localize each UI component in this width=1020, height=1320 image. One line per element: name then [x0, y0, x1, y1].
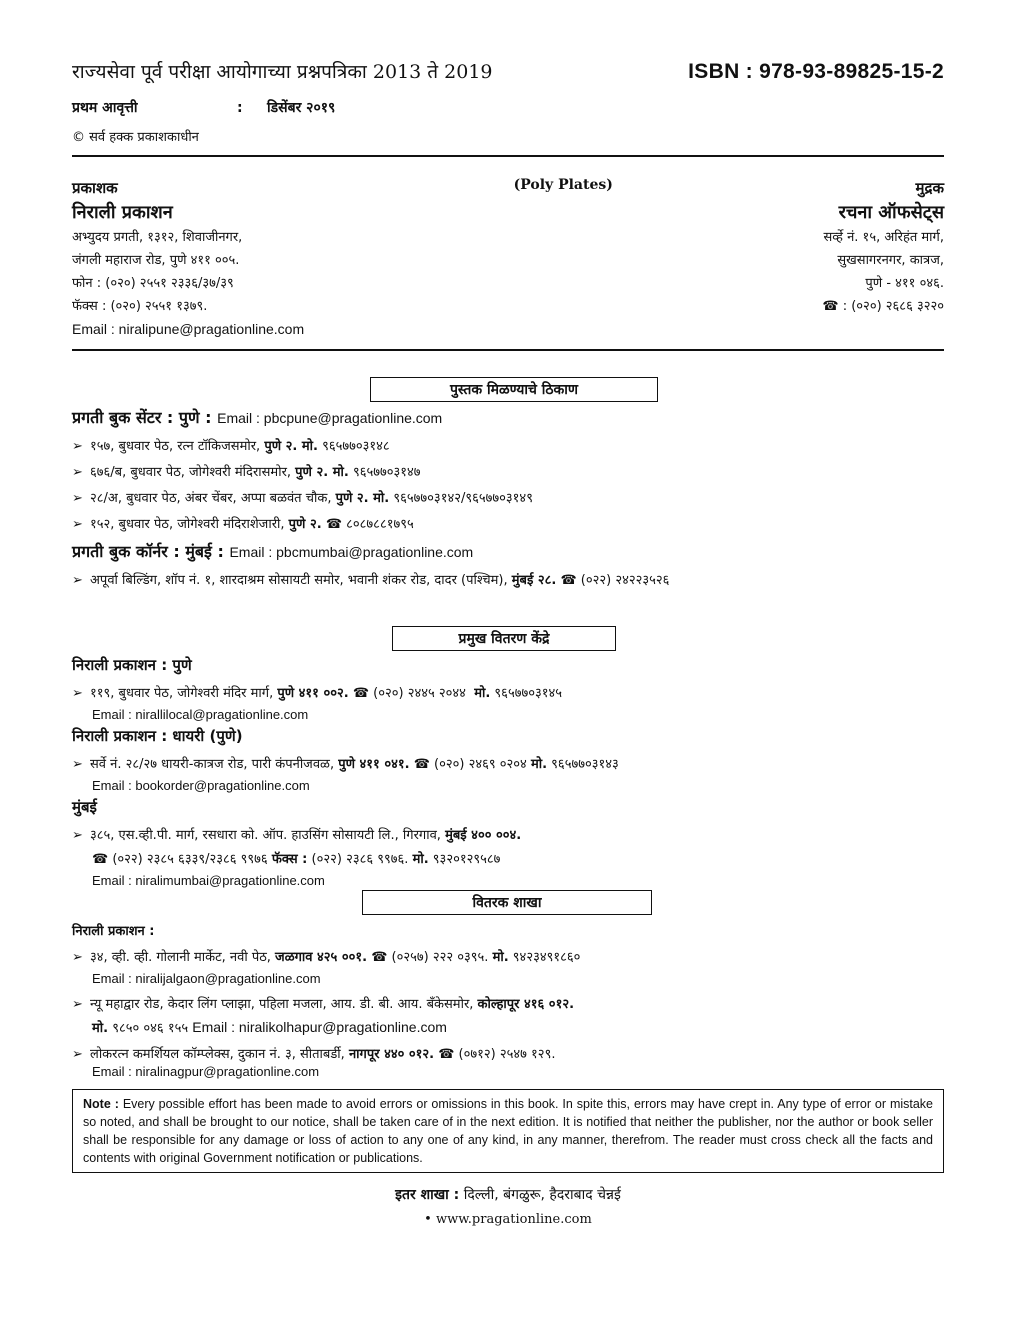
mumbai-corner-name: प्रगती बुक कॉर्नर : मुंबई :	[72, 542, 224, 561]
note-label: Note :	[83, 1097, 119, 1111]
list-item: ➢ लोकरत्न कमर्शियल कॉम्प्लेक्स, दुकान नं. ३, सीताबर्डी, नागपूर ४४० ०१२. ☎ (०७१२) २५४७ १२९.	[72, 1047, 556, 1062]
title-row	[72, 58, 944, 84]
dist-mumbai-email: Email : niralimumbai@pragationline.com	[92, 873, 325, 888]
list-item: ➢ ११९, बुधवार पेठ, जोगेश्वरी मंदिर मार्ग, पुणे ४११ ००२. ☎ (०२०) २४४५ २०४४ मो. ९६५७७०३१४५	[72, 686, 563, 701]
list-item: ➢ १५२, बुधवार पेठ, जोगेश्वरी मंदिराशेजारी, पुणे २. ☎ ८०८७८८१७९५	[72, 517, 414, 532]
pune-center-email: Email : pbcpune@pragationline.com	[217, 410, 443, 426]
imprint-page	[72, 58, 944, 1227]
printer-phone: ☎ : (०२०) २६८६ ३२२०	[822, 299, 944, 314]
printer-heading: मुद्रक	[915, 179, 944, 197]
printer-name: रचना ऑफसेट्स	[838, 202, 944, 223]
list-item: ➢ अपूर्वा बिल्डिंग, शॉप नं. १, शारदाश्रम सोसायटी समोर, भवानी शंकर रोड, दादर (पश्चिम), मुंबई २८. ☎ (०२२) २४२२३५२६	[72, 573, 670, 588]
list-item: ➢ १५७, बुधवार पेठ, रत्न टॉकिजसमोर, पुणे २. मो. ९६५७७०३१४८	[72, 439, 390, 454]
list-item: ➢ ६७६/ब, बुधवार पेठ, जोगेश्वरी मंदिरासमोर, पुणे २. मो. ९६५७७०३१४७	[72, 465, 421, 480]
list-item: ➢ २८/अ, बुधवार पेठ, अंबर चेंबर, अप्पा बळवंत चौक, पुणे २. मो. ९६५७७०३१४२/९६५७७०३१४९	[72, 491, 533, 506]
branches-label: निराली प्रकाशन :	[72, 924, 155, 939]
list-item: ➢ ३४, व्ही. व्ही. गोलानी मार्केट, नवी पेठ, जळगाव ४२५ ००१. ☎ (०२५७) २२२ ०३९५. मो. ९४२३४९१८६०	[72, 950, 581, 965]
divider	[72, 155, 944, 157]
arrow-bullet-icon: ➢	[72, 465, 83, 480]
edition-value: डिसेंबर २०१९	[267, 100, 336, 116]
branches-heading: वितरक शाखा	[362, 890, 652, 915]
printer-address-1: सर्व्हे नं. १५, अरिहंत मार्ग,	[823, 230, 944, 245]
distribution-heading: प्रमुख वितरण केंद्रे	[392, 626, 616, 651]
book-title: राज्यसेवा पूर्व परीक्षा आयोगाच्या प्रश्नपत्रिका 2013 ते 2019	[72, 61, 493, 83]
printer-address-2: सुखसागरनगर, कात्रज,	[837, 253, 944, 268]
arrow-bullet-icon: ➢	[72, 573, 83, 588]
publisher-printer-block	[72, 177, 944, 341]
dist-pune-title: निराली प्रकाशन : पुणे	[72, 656, 192, 674]
list-item: ➢ सर्वे नं. २८/२७ धायरी-कात्रज रोड, पारी कंपनीजवळ, पुणे ४११ ०४१. ☎ (०२०) २४६९ ०२०४ मो. ९६५७७०३१४३	[72, 757, 619, 772]
pune-center-name: प्रगती बुक सेंटर : पुणे :	[72, 408, 212, 427]
printer-block	[822, 177, 944, 341]
isbn: ISBN : 978-93-89825-15-2	[688, 60, 944, 83]
list-item: ➢ न्यू महाद्वार रोड, केदार लिंग प्लाझा, पहिला मजला, आय. डी. बी. आय. बँकेसमोर, कोल्हापूर ४१६ ०१२.	[72, 997, 575, 1012]
pune-center-title	[72, 406, 944, 428]
arrow-bullet-icon: ➢	[72, 997, 83, 1012]
dist-dhayari-email: Email : bookorder@pragationline.com	[92, 778, 310, 793]
edition-line	[72, 98, 944, 117]
publisher-email: Email : niralipune@pragationline.com	[72, 321, 305, 337]
branch-jalgaon-email: Email : niralijalgaon@pragationline.com	[92, 971, 321, 986]
dist-mumbai-contact: ☎ (०२२) २३८५ ६३३९/२३८६ ९९७६ फॅक्स : (०२२) २३८६ ९९७६. मो. ९३२०१२९५८७	[92, 852, 501, 867]
branch-kolhapur-contact: मो. ९८५० ०४६ १५५ Email : niralikolhapur@pragationline.com	[92, 1019, 447, 1036]
disclaimer-note	[72, 1089, 944, 1173]
arrow-bullet-icon: ➢	[72, 828, 83, 843]
arrow-bullet-icon: ➢	[72, 757, 83, 772]
arrow-bullet-icon: ➢	[72, 439, 83, 454]
dist-mumbai-title: मुंबई	[72, 798, 97, 816]
publisher-address-2: जंगली महाराज रोड, पुणे ४११ ००५.	[72, 253, 240, 268]
divider	[72, 349, 944, 351]
other-branches	[72, 1185, 944, 1204]
edition-label: प्रथम आवृत्ती	[72, 100, 138, 116]
website: • www.pragationline.com	[424, 1212, 592, 1227]
arrow-bullet-icon: ➢	[72, 517, 83, 532]
publisher-block	[72, 177, 304, 341]
availability-heading: पुस्तक मिळण्याचे ठिकाण	[370, 377, 658, 402]
arrow-bullet-icon: ➢	[72, 491, 83, 506]
other-branches-label: इतर शाखा :	[395, 1187, 460, 1203]
dist-dhayari-title: निराली प्रकाशन : धायरी (पुणे)	[72, 727, 243, 745]
publisher-address-1: अभ्युदय प्रगती, १३१२, शिवाजीनगर,	[72, 230, 243, 245]
branch-nagpur-email: Email : niralinagpur@pragationline.com	[92, 1064, 320, 1079]
printer-address-3: पुणे - ४११ ०४६.	[865, 276, 944, 291]
edition-colon: :	[237, 100, 243, 116]
note-text: Every possible effort has been made to avoid errors or omissions in this book. In spite this, errors may have crept in. Any type of error or mistake so noted, and shall be brought to our notice, shall be taken care of in the next edition. It is notified that neither the publisher, nor the author or book seller shall be responsible for any damage or loss of action to any one of any kind, in any manner, therefrom. The reader must cross check all the facts and contents with original Government notification or publications.	[83, 1097, 934, 1165]
publisher-name: निराली प्रकाशन	[72, 202, 173, 223]
arrow-bullet-icon: ➢	[72, 686, 83, 701]
arrow-bullet-icon: ➢	[72, 1047, 83, 1062]
plates-note: (Poly Plates)	[513, 177, 613, 193]
dist-pune-email: Email : nirallilocal@pragationline.com	[92, 707, 309, 722]
mumbai-corner-title	[72, 540, 944, 562]
copyright: © सर्व हक्क प्रकाशकाधीन	[72, 130, 199, 145]
publisher-phone: फोन : (०२०) २५५१ २३३६/३७/३९	[72, 276, 234, 291]
list-item: ➢ ३८५, एस.व्ही.पी. मार्ग, रसधारा को. ऑप. हाउसिंग सोसायटी लि., गिरगाव, मुंबई ४०० ००४.	[72, 828, 522, 843]
mumbai-corner-email: Email : pbcmumbai@pragationline.com	[229, 544, 474, 560]
publisher-fax: फॅक्स : (०२०) २५५१ १३७९.	[72, 299, 208, 314]
publisher-heading: प्रकाशक	[72, 179, 118, 197]
arrow-bullet-icon: ➢	[72, 950, 83, 965]
other-branches-list: दिल्ली, बंगळुरू, हैदराबाद चेन्नई	[463, 1187, 621, 1203]
